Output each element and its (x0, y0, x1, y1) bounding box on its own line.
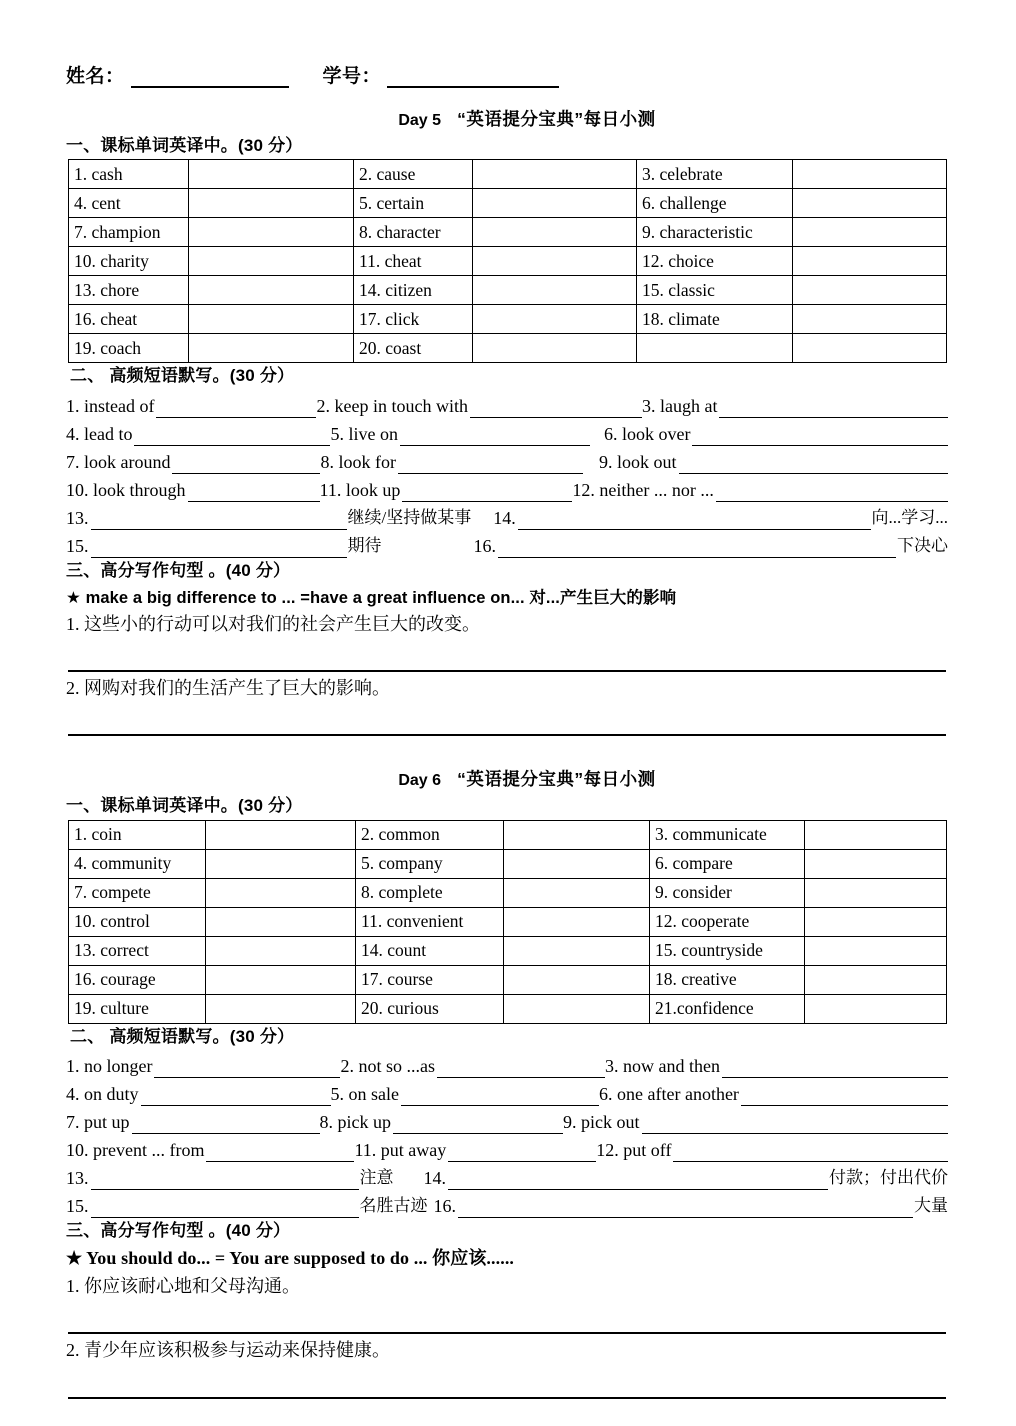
answer-cell[interactable] (793, 334, 947, 363)
phrase-text: 6. look over (603, 423, 691, 444)
answer-cell[interactable] (793, 247, 947, 276)
phrase-blank[interactable] (692, 424, 948, 446)
name-label: 姓名： (66, 66, 125, 87)
phrase-row (66, 530, 948, 558)
word-cell: 8. complete (356, 878, 504, 907)
word-cell: 6. compare (650, 849, 805, 878)
phrase-blank[interactable] (156, 396, 316, 418)
phrase-row (66, 1190, 948, 1218)
answer-cell[interactable] (473, 218, 637, 247)
phrase-blank[interactable] (154, 1056, 340, 1078)
word-cell: 2. common (356, 820, 504, 849)
word-cell: 20. coast (354, 334, 473, 363)
phrase-text: 14. (423, 1167, 446, 1188)
answer-cell[interactable] (189, 276, 354, 305)
phrase-text: 6. one after another (599, 1083, 739, 1104)
answer-cell[interactable] (793, 160, 947, 189)
phrase-blank[interactable] (741, 1084, 948, 1106)
word-cell: 1. coin (69, 820, 206, 849)
word-cell: 17. click (354, 305, 473, 334)
day5-part3-heading: 三、高分写作句型 。(40 分） (66, 560, 291, 580)
phrase-text: 4. lead to (66, 423, 133, 444)
phrase-text: 9. look out (598, 451, 677, 472)
answer-cell[interactable] (805, 907, 947, 936)
day6-translate-sentence-1: 1. 你应该耐心地和父母沟通。 (66, 1276, 300, 1297)
section-divider (66, 736, 948, 766)
phrase-blank[interactable] (91, 1196, 359, 1218)
phrase-text: 3. now and then (604, 1055, 720, 1076)
word-cell: 9. consider (650, 878, 805, 907)
word-cell: 16. cheat (69, 305, 189, 334)
answer-cell[interactable] (206, 849, 356, 878)
answer-cell[interactable] (206, 936, 356, 965)
phrase-blank[interactable] (448, 1168, 828, 1190)
word-cell: 10. control (69, 907, 206, 936)
answer-cell[interactable] (189, 334, 354, 363)
day5-answer-line-1[interactable] (68, 636, 946, 672)
answer-cell[interactable] (473, 189, 637, 218)
word-cell: 12. cooperate (650, 907, 805, 936)
word-cell: 11. cheat (354, 247, 473, 276)
answer-cell[interactable] (504, 907, 650, 936)
table-row (69, 820, 947, 849)
phrase-text: 5. on sale (330, 1083, 399, 1104)
word-cell (637, 334, 793, 363)
day6-part2-heading: 二、 高频短语默写。(30 分） (70, 1026, 295, 1046)
answer-cell[interactable] (206, 994, 356, 1023)
answer-cell[interactable] (189, 189, 354, 218)
phrase-text: 11. put away (354, 1139, 447, 1160)
answer-cell[interactable] (189, 160, 354, 189)
day6-answer-line-2[interactable] (68, 1363, 946, 1399)
phrase-blank[interactable] (393, 1112, 563, 1134)
answer-cell[interactable] (504, 936, 650, 965)
phrase-row (66, 1162, 948, 1190)
answer-cell[interactable] (805, 878, 947, 907)
word-cell: 10. charity (69, 247, 189, 276)
table-row (69, 247, 947, 276)
day6-title (66, 766, 948, 791)
phrase-text: 9. pick out (563, 1111, 640, 1132)
phrase-row (66, 418, 948, 446)
day5-translate-sentence-2: 2. 网购对我们的生活产生了巨大的影响。 (66, 678, 390, 699)
phrase-text: 4. on duty (66, 1083, 139, 1104)
day6-word-table (68, 820, 947, 1024)
phrase-hint: 名胜古迹 (359, 1195, 428, 1215)
phrase-text: 8. pick up (319, 1111, 392, 1132)
answer-cell[interactable] (504, 965, 650, 994)
word-cell: 4. community (69, 849, 206, 878)
word-cell: 16. courage (69, 965, 206, 994)
table-row (69, 994, 947, 1023)
table-row (69, 305, 947, 334)
day5-answer-line-2[interactable] (68, 700, 946, 736)
word-cell: 2. cause (354, 160, 473, 189)
word-cell: 14. count (356, 936, 504, 965)
phrase-blank[interactable] (400, 424, 590, 446)
phrase-text: 16. (473, 535, 496, 556)
section-day5 (66, 106, 948, 736)
phrase-blank[interactable] (141, 1084, 331, 1106)
phrase-blank[interactable] (91, 508, 347, 530)
table-row (69, 878, 947, 907)
answer-cell[interactable] (473, 160, 637, 189)
day6-sentence-pattern: ★ You should do... = You are supposed to do ... 你应该...... (66, 1248, 515, 1269)
answer-cell[interactable] (793, 276, 947, 305)
phrase-blank[interactable] (206, 1140, 354, 1162)
section-day6 (66, 766, 948, 1398)
phrase-hint: 付款；付出代价 (829, 1167, 948, 1187)
answer-cell[interactable] (189, 305, 354, 334)
phrase-hint: 下决心 (897, 535, 948, 555)
answer-cell[interactable] (504, 878, 650, 907)
table-row (69, 965, 947, 994)
word-cell: 1. cash (69, 160, 189, 189)
answer-cell[interactable] (805, 849, 947, 878)
word-cell: 20. curious (356, 994, 504, 1023)
word-cell: 6. challenge (637, 189, 793, 218)
phrase-blank[interactable] (470, 396, 642, 418)
word-cell: 19. coach (69, 334, 189, 363)
word-cell: 13. chore (69, 276, 189, 305)
answer-cell[interactable] (805, 820, 947, 849)
word-cell: 7. champion (69, 218, 189, 247)
phrase-text: 15. (66, 535, 89, 556)
phrase-blank[interactable] (91, 1168, 359, 1190)
word-cell: 19. culture (69, 994, 206, 1023)
answer-cell[interactable] (504, 994, 650, 1023)
answer-cell[interactable] (206, 878, 356, 907)
day6-phrase-list (66, 1050, 948, 1218)
phrase-blank[interactable] (673, 1140, 948, 1162)
phrase-text: 1. no longer (66, 1055, 153, 1076)
phrase-blank[interactable] (172, 452, 320, 474)
word-cell: 18. creative (650, 965, 805, 994)
day6-title-cn: “英语提分宝典”每日小测 (457, 769, 656, 790)
phrase-hint: 继续/坚持做某事 (347, 507, 472, 527)
phrase-text: 13. (66, 1167, 89, 1188)
phrase-text: 15. (66, 1195, 89, 1216)
phrase-blank[interactable] (402, 480, 572, 502)
answer-cell[interactable] (473, 334, 637, 363)
phrase-blank[interactable] (719, 396, 948, 418)
day5-title-day: Day 5 (398, 112, 442, 129)
phrase-text: 7. put up (66, 1111, 130, 1132)
word-cell: 4. cent (69, 189, 189, 218)
phrase-text: 14. (493, 507, 516, 528)
phrase-blank[interactable] (91, 536, 347, 558)
word-cell: 8. character (354, 218, 473, 247)
word-cell: 5. certain (354, 189, 473, 218)
student-info-line (66, 58, 948, 88)
worksheet-content (66, 58, 948, 1399)
phrase-row (66, 446, 948, 474)
word-cell: 15. classic (637, 276, 793, 305)
answer-cell[interactable] (473, 276, 637, 305)
day5-part1-heading: 一、课标单词英译中。(30 分） (66, 136, 303, 155)
day6-answer-line-1[interactable] (68, 1298, 946, 1334)
student-id-write-field[interactable] (387, 70, 559, 88)
phrase-blank[interactable] (518, 508, 871, 530)
phrase-text: 8. look for (320, 451, 396, 472)
answer-cell[interactable] (473, 305, 637, 334)
phrase-hint: 注意 (359, 1167, 394, 1187)
word-cell: 3. celebrate (637, 160, 793, 189)
phrase-blank[interactable] (716, 480, 948, 502)
phrase-text: 10. look through (66, 479, 186, 500)
word-cell: 3. communicate (650, 820, 805, 849)
phrase-row (66, 502, 948, 530)
phrase-hint: 向...学习... (871, 507, 948, 527)
phrase-blank[interactable] (132, 1112, 320, 1134)
word-cell: 13. correct (69, 936, 206, 965)
day6-translate-sentence-2: 2. 青少年应该积极参与运动来保持健康。 (66, 1340, 390, 1361)
phrase-blank[interactable] (679, 452, 949, 474)
table-row (69, 218, 947, 247)
answer-cell[interactable] (793, 305, 947, 334)
phrase-text: 11. look up (319, 479, 401, 500)
phrase-text: 3. laugh at (641, 395, 718, 416)
answer-cell[interactable] (793, 218, 947, 247)
table-row (69, 849, 947, 878)
phrase-blank[interactable] (448, 1140, 596, 1162)
word-cell: 12. choice (637, 247, 793, 276)
word-cell: 7. compete (69, 878, 206, 907)
word-cell: 17. course (356, 965, 504, 994)
phrase-blank[interactable] (722, 1056, 948, 1078)
phrase-text: 7. look around (66, 451, 171, 472)
phrase-text: 12. neither ... nor ... (572, 479, 714, 500)
answer-cell[interactable] (805, 936, 947, 965)
phrase-blank[interactable] (401, 1084, 599, 1106)
phrase-blank[interactable] (458, 1196, 913, 1218)
word-cell: 15. countryside (650, 936, 805, 965)
day5-word-table (68, 159, 947, 363)
table-row (69, 160, 947, 189)
phrase-text: 10. prevent ... from (66, 1139, 205, 1160)
table-row (69, 936, 947, 965)
phrase-blank[interactable] (398, 452, 583, 474)
answer-cell[interactable] (473, 247, 637, 276)
name-write-field[interactable] (131, 70, 289, 88)
phrase-row (66, 1078, 948, 1106)
phrase-row (66, 1106, 948, 1134)
answer-cell[interactable] (504, 820, 650, 849)
answer-cell[interactable] (206, 907, 356, 936)
phrase-row (66, 474, 948, 502)
word-cell: 9. characteristic (637, 218, 793, 247)
table-row (69, 276, 947, 305)
phrase-blank[interactable] (188, 480, 320, 502)
day6-part1-heading: 一、课标单词英译中。(30 分） (66, 796, 303, 816)
phrase-hint: 期待 (347, 535, 382, 555)
day5-part2-heading: 二、 高频短语默写。(30 分） (70, 366, 295, 386)
word-cell: 14. citizen (354, 276, 473, 305)
answer-cell[interactable] (805, 994, 947, 1023)
day5-sentence-pattern: ★ make a big difference to ... =have a great influence on... 对...产生巨大的影响 (66, 588, 677, 607)
phrase-text: 12. put off (596, 1139, 672, 1160)
answer-cell[interactable] (206, 820, 356, 849)
day6-title-day: Day 6 (398, 772, 442, 790)
phrase-text: 1. instead of (66, 395, 155, 416)
word-cell: 11. convenient (356, 907, 504, 936)
phrase-blank[interactable] (642, 1112, 948, 1134)
word-cell: 18. climate (637, 305, 793, 334)
day6-part3-heading: 三、高分写作句型 。(40 分） (66, 1220, 291, 1240)
phrase-hint: 大量 (914, 1195, 948, 1215)
answer-cell[interactable] (793, 189, 947, 218)
student-id-label: 学号： (322, 66, 382, 87)
word-cell: 5. company (356, 849, 504, 878)
phrase-blank[interactable] (134, 424, 330, 446)
day5-translate-sentence-1: 1. 这些小的行动可以对我们的社会产生巨大的改变。 (66, 613, 480, 634)
phrase-row (66, 390, 948, 418)
phrase-text: 2. not so ...as (340, 1055, 435, 1076)
phrase-blank[interactable] (437, 1056, 605, 1078)
day5-title (66, 106, 948, 131)
phrase-row (66, 1134, 948, 1162)
phrase-text: 13. (66, 507, 89, 528)
phrase-row (66, 1050, 948, 1078)
table-row (69, 907, 947, 936)
table-row (69, 189, 947, 218)
answer-cell[interactable] (189, 218, 354, 247)
word-cell: 21.confidence (650, 994, 805, 1023)
day5-title-cn: “英语提分宝典”每日小测 (457, 109, 656, 129)
answer-cell[interactable] (504, 849, 650, 878)
day5-phrase-list (66, 390, 948, 558)
phrase-text: 5. live on (330, 423, 398, 444)
table-row (69, 334, 947, 363)
answer-cell[interactable] (189, 247, 354, 276)
phrase-text: 2. keep in touch with (316, 395, 468, 416)
answer-cell[interactable] (206, 965, 356, 994)
answer-cell[interactable] (805, 965, 947, 994)
phrase-text: 16. (433, 1195, 456, 1216)
phrase-blank[interactable] (498, 536, 896, 558)
